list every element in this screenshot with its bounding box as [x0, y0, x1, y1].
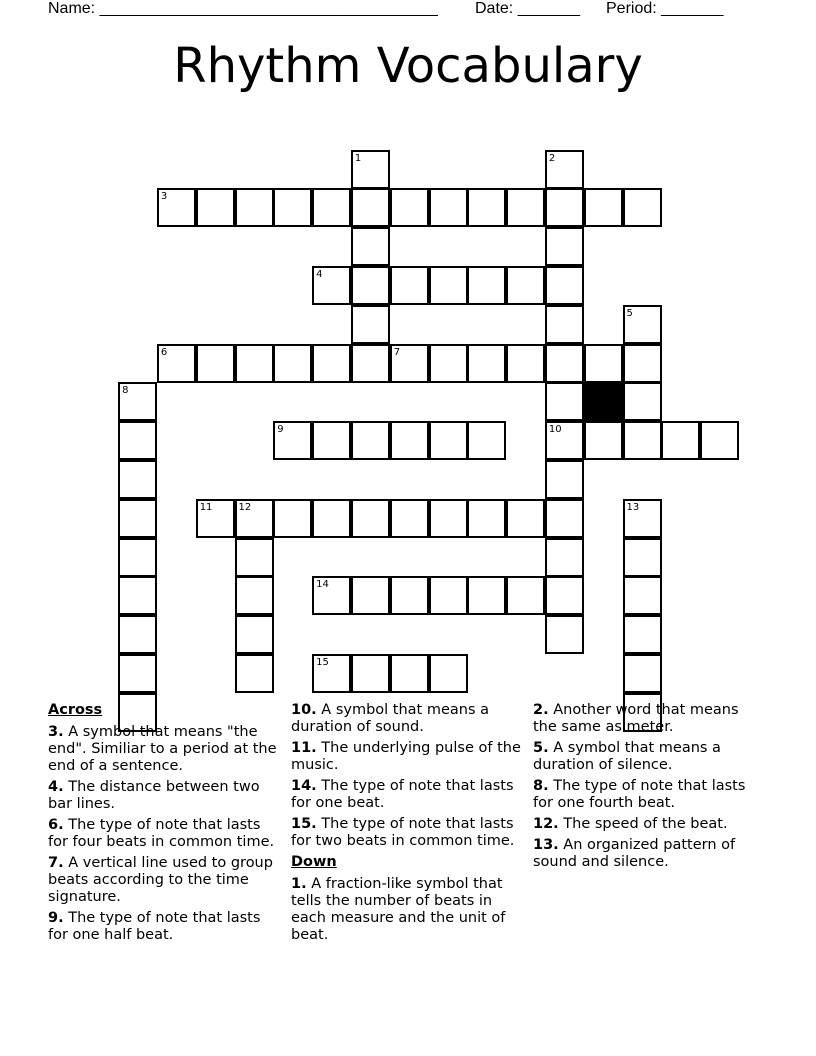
crossword-cell[interactable] — [273, 344, 312, 383]
crossword-cell[interactable] — [118, 382, 157, 421]
clue-down-2: 2. Another word that means the same as meter. — [533, 702, 739, 735]
crossword-cell[interactable] — [390, 576, 429, 615]
clue-across-11: 11. The underlying pulse of the music. — [291, 740, 521, 773]
crossword-cell[interactable] — [545, 188, 584, 227]
crossword-cell[interactable] — [661, 421, 700, 460]
clue-across-4: 4. The distance between two bar lines. — [48, 779, 260, 812]
crossword-cell[interactable] — [351, 266, 390, 305]
crossword-cell[interactable] — [157, 344, 196, 383]
crossword-cell[interactable] — [545, 615, 584, 654]
crossword-cell[interactable] — [273, 499, 312, 538]
crossword-cell[interactable] — [390, 266, 429, 305]
crossword-cell[interactable] — [584, 421, 623, 460]
clue-number: 10 — [548, 424, 562, 436]
crossword-block — [584, 382, 623, 421]
crossword-cell[interactable] — [235, 654, 274, 693]
clue-number: 9 — [277, 424, 284, 436]
crossword-cell[interactable] — [312, 344, 351, 383]
page-title: Rhythm Vocabulary — [173, 38, 643, 94]
crossword-cell[interactable] — [235, 499, 274, 538]
crossword-cell[interactable] — [506, 266, 545, 305]
crossword-cell[interactable] — [506, 344, 545, 383]
clue-number: 2 — [548, 152, 556, 164]
clue-across-15: 15. The type of note that lasts for two beats in common time. — [291, 816, 515, 849]
crossword-cell[interactable] — [584, 344, 623, 383]
crossword-cell[interactable] — [118, 615, 157, 654]
crossword-cell[interactable] — [196, 188, 235, 227]
crossword-cell[interactable] — [623, 188, 662, 227]
crossword-cell[interactable] — [467, 499, 506, 538]
clue-number: 5 — [626, 307, 633, 319]
clues-column-2 — [291, 702, 526, 948]
crossword-cell[interactable] — [390, 344, 429, 383]
crossword-cell[interactable] — [235, 576, 274, 615]
crossword-cell[interactable] — [545, 421, 584, 460]
clue-number: 6 — [160, 346, 168, 358]
clue-down-1: 1. A fraction-like symbol that tells the number of beats in each measure and the unit of beat. — [291, 876, 506, 943]
crossword-cell[interactable] — [118, 460, 157, 499]
crossword-cell[interactable] — [429, 188, 468, 227]
crossword-cell[interactable] — [506, 188, 545, 227]
crossword-cell[interactable] — [623, 576, 662, 615]
crossword-cell[interactable] — [351, 499, 390, 538]
crossword-cell[interactable] — [157, 188, 196, 227]
clue-number: 14 — [316, 579, 329, 591]
crossword-cell[interactable] — [312, 421, 351, 460]
crossword-cell[interactable] — [118, 499, 157, 538]
crossword-cell[interactable] — [351, 344, 390, 383]
crossword-cell[interactable] — [312, 266, 351, 305]
crossword-cell[interactable] — [351, 188, 390, 227]
crossword-cell[interactable] — [118, 654, 157, 693]
clue-number: 13 — [626, 501, 640, 513]
crossword-cell[interactable] — [390, 654, 429, 693]
crossword-cell[interactable] — [390, 499, 429, 538]
crossword-cell[interactable] — [429, 421, 468, 460]
clue-down-5: 5. A symbol that means a duration of silence. — [533, 740, 721, 773]
crossword-cell[interactable] — [545, 460, 584, 499]
crossword-cell[interactable] — [545, 305, 584, 344]
crossword-cell[interactable] — [273, 421, 312, 460]
crossword-cell[interactable] — [118, 421, 157, 460]
crossword-cell[interactable] — [623, 305, 662, 344]
crossword-cell[interactable] — [623, 382, 662, 421]
clue-across-14: 14. The type of note that lasts for one beat. — [291, 778, 514, 811]
crossword-cell[interactable] — [196, 499, 235, 538]
clue-down-12: 12. The speed of the beat. — [533, 816, 728, 832]
crossword-cell[interactable] — [467, 344, 506, 383]
clue-number: 12 — [238, 501, 252, 513]
clue-across-10: 10. A symbol that means a duration of sound. — [291, 702, 490, 735]
crossword-cell[interactable] — [584, 188, 623, 227]
clue-across-9: 9. The type of note that lasts for one half beat. — [48, 910, 261, 943]
crossword-cell[interactable] — [429, 266, 468, 305]
across-heading: Across — [48, 702, 103, 718]
crossword-cell[interactable] — [429, 576, 468, 615]
clue-across-3: 3. A symbol that means "the end". Similiar to a period at the end of a sentence. — [48, 724, 277, 774]
crossword-cell[interactable] — [467, 576, 506, 615]
crossword-cell[interactable] — [545, 499, 584, 538]
crossword-cell[interactable] — [351, 421, 390, 460]
crossword-cell[interactable] — [467, 266, 506, 305]
crossword-cell[interactable] — [273, 188, 312, 227]
crossword-cell[interactable] — [545, 266, 584, 305]
clue-number: 15 — [316, 657, 329, 668]
date-field[interactable]: Date: _______ — [475, 0, 580, 17]
crossword-cell[interactable] — [390, 188, 429, 227]
clue-number: 1 — [354, 152, 362, 164]
crossword-cell[interactable] — [312, 654, 351, 693]
clues-column-3 — [533, 702, 763, 875]
crossword-cell[interactable] — [545, 344, 584, 383]
period-field[interactable]: Period: _______ — [606, 0, 724, 17]
crossword-cell[interactable] — [700, 421, 739, 460]
clue-down-8: 8. The type of note that lasts for one fourth beat. — [533, 778, 746, 811]
crossword-cell[interactable] — [351, 150, 390, 189]
name-field[interactable]: Name: ______________________________________ — [48, 0, 438, 17]
crossword-cell[interactable] — [467, 188, 506, 227]
crossword-cell[interactable] — [429, 654, 468, 693]
crossword-cell[interactable] — [545, 382, 584, 421]
crossword-cell[interactable] — [390, 421, 429, 460]
crossword-cell[interactable] — [235, 538, 274, 577]
crossword-cell[interactable] — [118, 576, 157, 615]
crossword-cell[interactable] — [623, 615, 662, 654]
clue-number: 7 — [393, 346, 401, 358]
crossword-cell[interactable] — [545, 227, 584, 266]
crossword-cell[interactable] — [235, 188, 274, 227]
crossword-cell[interactable] — [545, 576, 584, 615]
clue-across-7: 7. A vertical line used to group beats according to the time signature. — [48, 855, 273, 905]
clue-number: 4 — [316, 269, 323, 280]
clue-number: 3 — [160, 191, 168, 203]
crossword-cell[interactable] — [623, 499, 662, 538]
crossword-cell[interactable] — [467, 421, 506, 460]
crossword-cell[interactable] — [506, 576, 545, 615]
crossword-cell[interactable] — [545, 538, 584, 577]
crossword-cell[interactable] — [623, 344, 662, 383]
crossword-cell[interactable] — [623, 421, 662, 460]
crossword-cell[interactable] — [351, 227, 390, 266]
crossword-cell[interactable] — [312, 576, 351, 615]
clue-across-6: 6. The type of note that lasts for four beats in common time. — [48, 817, 275, 850]
crossword-cell[interactable] — [506, 499, 545, 538]
clues-column-1 — [48, 702, 283, 948]
crossword-cell[interactable] — [118, 538, 157, 577]
down-heading: Down — [291, 854, 337, 870]
crossword-cell[interactable] — [312, 188, 351, 227]
clue-number: 11 — [199, 501, 213, 513]
crossword-cell[interactable] — [351, 305, 390, 344]
crossword-cell[interactable] — [545, 150, 584, 189]
crossword-cell[interactable] — [351, 576, 390, 615]
crossword-cell[interactable] — [196, 344, 235, 383]
crossword-cell[interactable] — [429, 499, 468, 538]
crossword-cell[interactable] — [623, 538, 662, 577]
clue-number: 8 — [122, 385, 129, 397]
crossword-cell[interactable] — [429, 344, 468, 383]
crossword-cell[interactable] — [312, 499, 351, 538]
crossword-cell[interactable] — [623, 654, 662, 693]
crossword-cell[interactable] — [235, 615, 274, 654]
clue-down-13: 13. An organized pattern of sound and silence. — [533, 837, 736, 870]
crossword-cell[interactable] — [235, 344, 274, 383]
crossword-cell[interactable] — [351, 654, 390, 693]
